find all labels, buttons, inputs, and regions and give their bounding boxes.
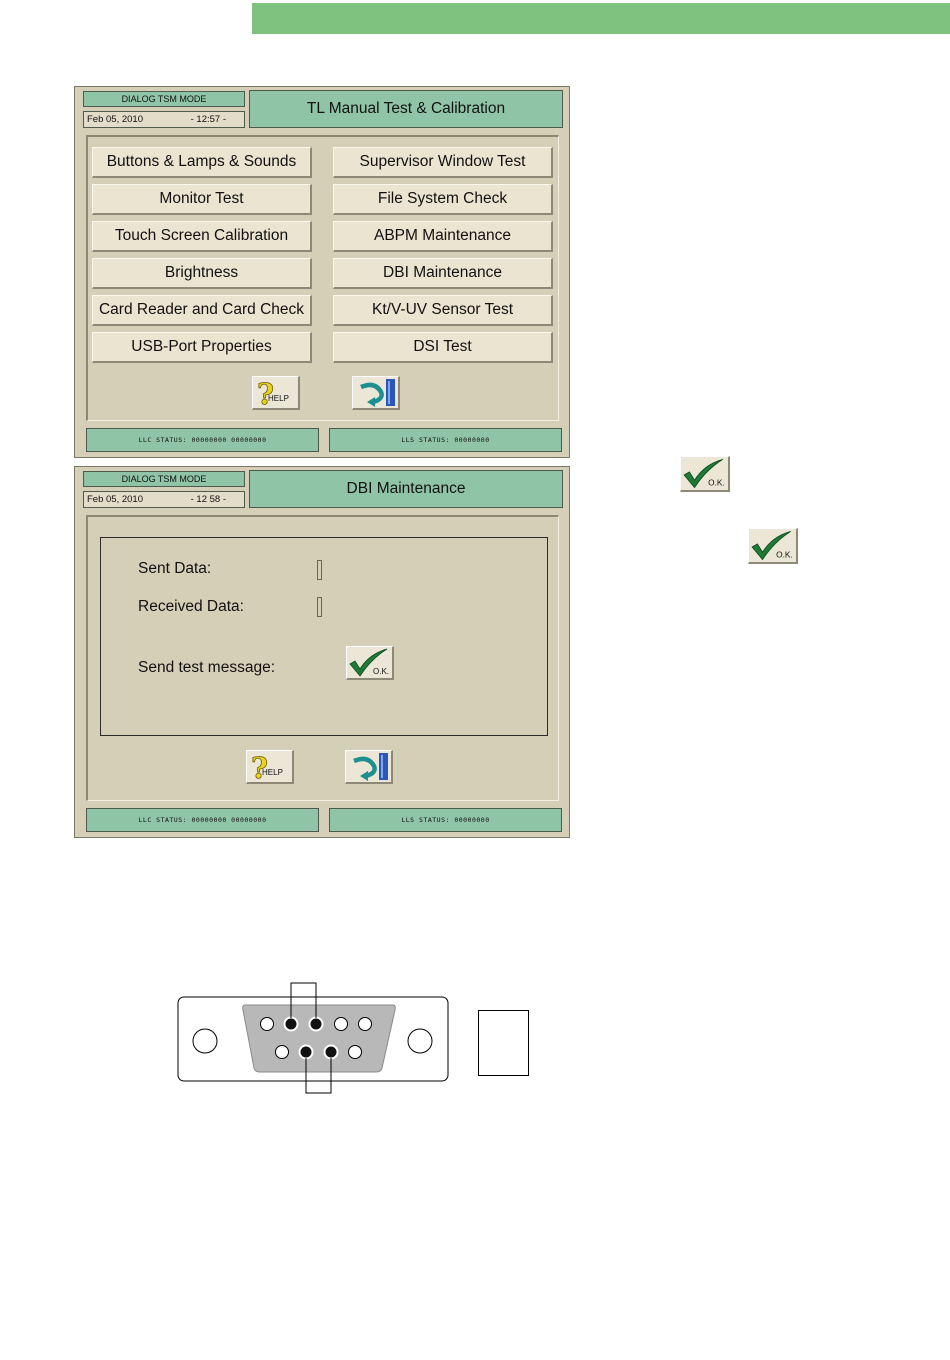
send-test-message-label: Send test message: bbox=[138, 659, 275, 676]
sent-data-label: Sent Data: bbox=[138, 560, 212, 577]
svg-text:?: ? bbox=[257, 377, 274, 409]
dbi-data-frame bbox=[100, 537, 548, 736]
received-data-label: Received Data: bbox=[138, 598, 244, 615]
pin bbox=[359, 1018, 372, 1031]
help-icon bbox=[253, 377, 299, 409]
brightness-button[interactable]: Brightness bbox=[92, 258, 312, 289]
pin bbox=[349, 1046, 362, 1059]
file-system-check-button[interactable]: File System Check bbox=[333, 184, 553, 215]
date-time-display bbox=[83, 111, 245, 128]
pin bbox=[276, 1046, 289, 1059]
tl-manual-test-screen bbox=[74, 86, 570, 458]
usb-port-properties-button[interactable]: USB-Port Properties bbox=[92, 332, 312, 363]
page-title: DBI Maintenance bbox=[249, 470, 563, 508]
svg-text:HELP: HELP bbox=[262, 768, 283, 777]
ok-button[interactable] bbox=[680, 456, 730, 492]
llc-status-bar: LLC STATUS: 00000000 00000000 bbox=[86, 808, 319, 832]
svg-text:?: ? bbox=[251, 751, 268, 783]
dbi-panel bbox=[86, 515, 559, 801]
checkmark-icon bbox=[749, 529, 797, 563]
send-test-ok-button[interactable] bbox=[346, 646, 394, 680]
sent-data-indicator bbox=[317, 560, 322, 580]
monitor-test-button[interactable]: Monitor Test bbox=[92, 184, 312, 215]
help-button[interactable] bbox=[252, 376, 300, 410]
pin bbox=[335, 1018, 348, 1031]
dbi-maintenance-screen bbox=[74, 466, 570, 838]
buttons-lamps-sounds-button[interactable]: Buttons & Lamps & Sounds bbox=[92, 147, 312, 178]
exit-button[interactable] bbox=[345, 750, 393, 784]
abpm-maintenance-button[interactable]: ABPM Maintenance bbox=[333, 221, 553, 252]
checkmark-icon bbox=[347, 647, 393, 679]
page-title: TL Manual Test & Calibration bbox=[249, 90, 563, 128]
mounting-hole bbox=[193, 1029, 217, 1053]
time-text: - 12 58 - bbox=[190, 494, 226, 505]
pin bbox=[310, 1018, 323, 1031]
received-data-indicator bbox=[317, 597, 322, 617]
exit-button[interactable] bbox=[352, 376, 400, 410]
header-bar bbox=[252, 3, 950, 34]
svg-text:O.K.: O.K. bbox=[776, 549, 793, 560]
supervisor-window-test-button[interactable]: Supervisor Window Test bbox=[333, 147, 553, 178]
llc-status-bar: LLC STATUS: 00000000 00000000 bbox=[86, 428, 319, 452]
svg-text:HELP: HELP bbox=[268, 394, 289, 403]
connector-side-box bbox=[478, 1010, 529, 1076]
date-time-display bbox=[83, 491, 245, 508]
exit-door-icon bbox=[346, 751, 392, 783]
card-reader-check-button[interactable]: Card Reader and Card Check bbox=[92, 295, 312, 326]
time-text: - 12:57 - bbox=[190, 114, 226, 125]
pin bbox=[300, 1046, 313, 1059]
exit-door-icon bbox=[353, 377, 399, 409]
pin bbox=[285, 1018, 298, 1031]
mounting-hole bbox=[408, 1029, 432, 1053]
lls-status-bar: LLS STATUS: 00000000 bbox=[329, 428, 562, 452]
help-icon bbox=[247, 751, 293, 783]
pin bbox=[325, 1046, 338, 1059]
lls-status-bar: LLS STATUS: 00000000 bbox=[329, 808, 562, 832]
dbi-maintenance-button[interactable]: DBI Maintenance bbox=[333, 258, 553, 289]
dsi-test-button[interactable]: DSI Test bbox=[333, 332, 553, 363]
date-text: Feb 05, 2010 bbox=[87, 114, 143, 125]
mode-indicator: DIALOG TSM MODE bbox=[83, 91, 245, 107]
ok-button[interactable] bbox=[748, 528, 798, 564]
mode-indicator: DIALOG TSM MODE bbox=[83, 471, 245, 487]
db9-connector-diagram bbox=[170, 975, 460, 1100]
checkmark-icon bbox=[681, 457, 729, 491]
date-text: Feb 05, 2010 bbox=[87, 494, 143, 505]
svg-text:O.K.: O.K. bbox=[708, 477, 725, 488]
pin bbox=[261, 1018, 274, 1031]
ktv-uv-sensor-test-button[interactable]: Kt/V-UV Sensor Test bbox=[333, 295, 553, 326]
svg-text:O.K.: O.K. bbox=[373, 667, 390, 676]
help-button[interactable] bbox=[246, 750, 294, 784]
touch-screen-calibration-button[interactable]: Touch Screen Calibration bbox=[92, 221, 312, 252]
